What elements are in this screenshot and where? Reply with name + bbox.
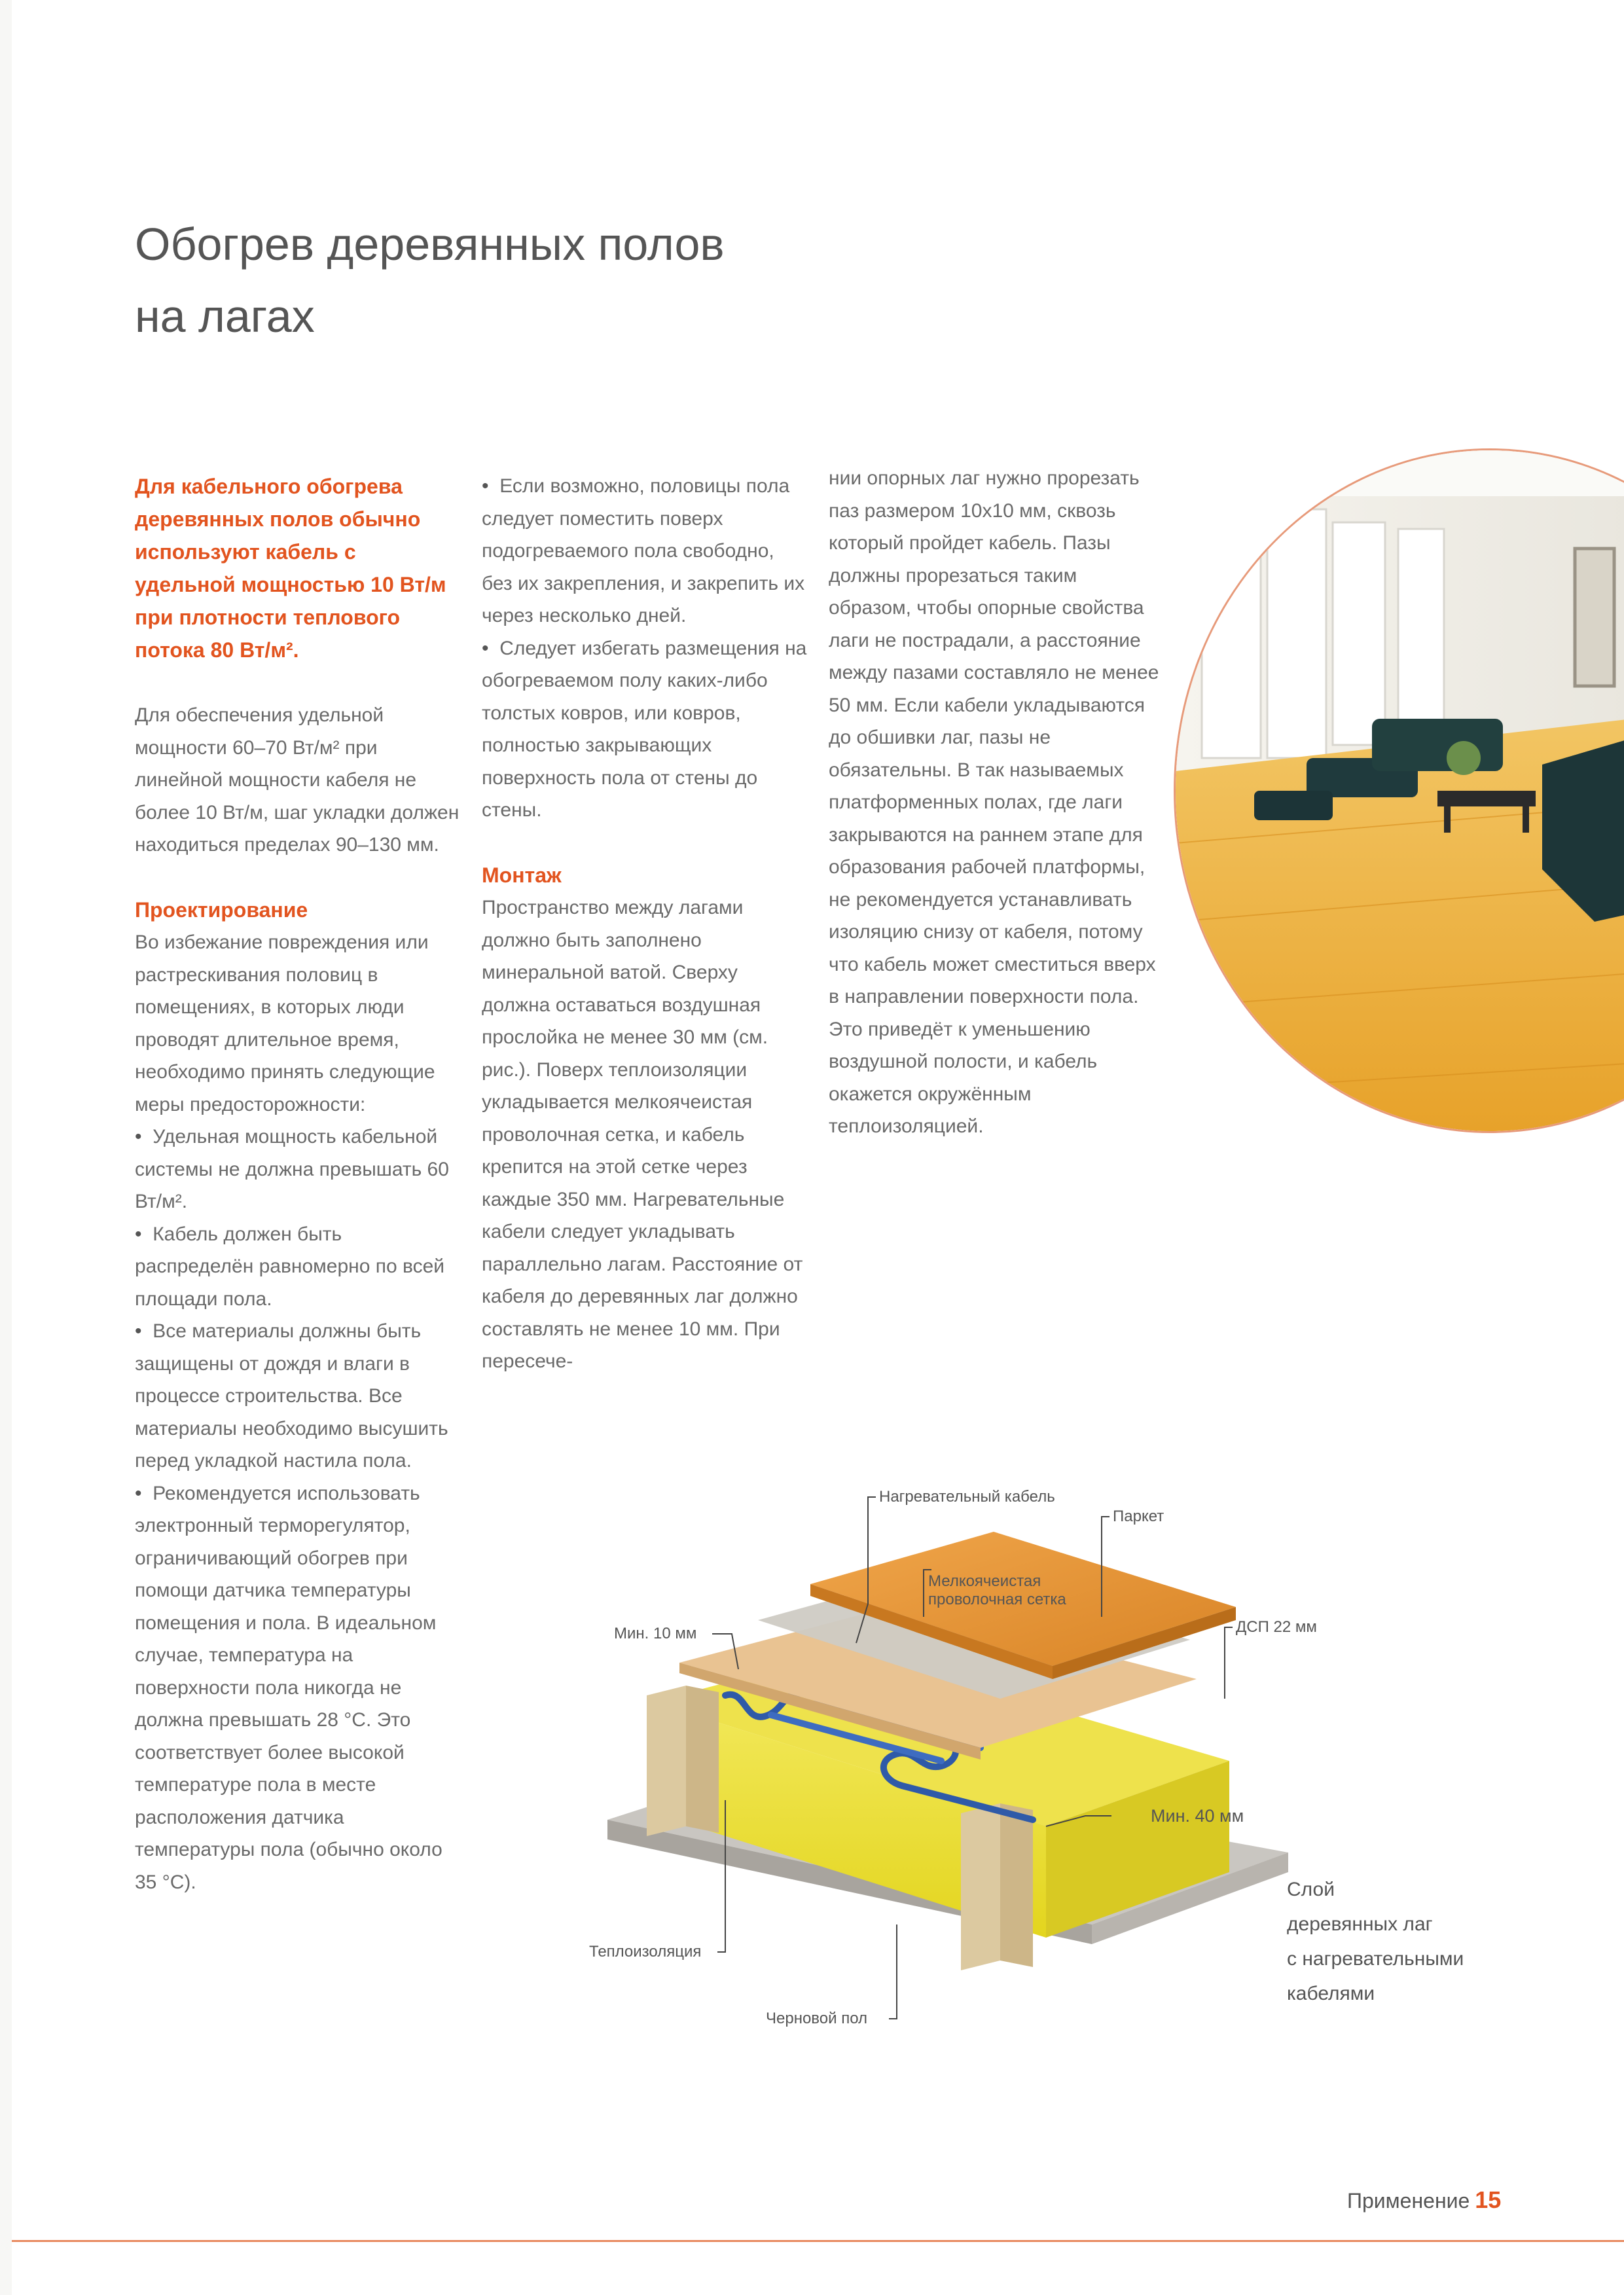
design-paragraph: Во избежание повреждения или растрескивания половиц в помещениях, в которых люди проводят длительное время, необходимо принять следующие меры предосторожности:	[135, 931, 435, 1115]
footer-rule	[12, 2240, 1624, 2242]
montage-heading: Монтаж	[482, 863, 562, 887]
room-photo	[1176, 450, 1624, 1131]
room-illustration	[1176, 450, 1624, 1131]
page-title	[135, 208, 986, 352]
design-heading: Проектирование	[135, 897, 308, 922]
caption-line-1: Слой	[1287, 1879, 1335, 1900]
design-bullet-5: • Если возможно, половицы пола следует поместить поверх подогреваемого пола свободно, без их закрепления, и закрепить их через несколько дней.	[482, 470, 809, 632]
label-insulation: Теплоизоляция	[589, 1943, 702, 1961]
label-mesh-2: проволочная сетка	[928, 1591, 1066, 1608]
design-bullet-2: • Кабель должен быть распределён равномерно по всей площади пола.	[135, 1218, 462, 1316]
design-bullet-1: • Удельная мощность кабельной системы не должна превышать 60 Вт/м².	[135, 1121, 462, 1218]
intro-paragraph: Для обеспечения удельной мощности 60–70 Вт/м² при линейной мощности кабеля не более 10 Вт/м, шаг укладки должен находиться пределах 90–130 мм.	[135, 704, 460, 856]
title-line-2: на лагах	[135, 291, 315, 342]
caption-line-4: кабелями	[1287, 1983, 1375, 2004]
text-column-1	[135, 470, 462, 1898]
label-chipboard: ДСП 22 мм	[1236, 1618, 1317, 1636]
design-bullet-4: • Рекомендуется использовать электронный терморегулятор, ограничивающий обогрев при помощи датчика температуры помещения и пола. В идеальном случае, температура на поверхности пола никогда не должна превышать 28 °С. Это соответствует более высокой температуре пола в месте расположения датчика температуры пола (обычно около 35 °С).	[135, 1477, 462, 1899]
title-line-1: Обогрев деревянных полов	[135, 219, 725, 270]
label-min-10: Мин. 10 мм	[614, 1625, 697, 1642]
design-bullet-6: • Следует избегать размещения на обогреваемом полу каких-либо толстых ковров, или ковров, полностью закрывающих поверхность пола от стены до стены.	[482, 632, 809, 827]
label-mesh-1: Мелкоячеистая	[928, 1572, 1041, 1590]
joist-right	[961, 1803, 1000, 1970]
page-footer	[1347, 2186, 1501, 2214]
caption-line-3: с нагревательными	[1287, 1948, 1464, 1970]
label-subfloor: Черновой пол	[766, 2010, 868, 2027]
text-column-2	[482, 470, 809, 1373]
text-column-3	[829, 462, 1163, 1143]
page-number: 15	[1475, 2186, 1502, 2213]
caption-line-2: деревянных лаг	[1287, 1913, 1433, 1935]
label-heating-cable: Нагревательный кабель	[879, 1488, 1055, 1506]
montage-paragraph-continued: нии опорных лаг нужно прорезать паз размером 10x10 мм, сквозь который пройдет кабель. Пазы должны прорезаться таким образом, чтобы опорные свойства лаги не пострадали, а расстояние между пазами составляло не менее 50 мм. Если кабели укладываются до обшивки лаг, пазы не обязательны. В так называемых платформенных полах, где лаги закрываются на раннем этапе для образования рабочей платформы, не рекомендуется устанавливать изоляцию снизу от кабеля, потому что кабель может сместиться вверх в направлении поверхности пола. Это приведёт к уменьшению воздушной полости, и кабель окажется окружённым теплоизоляцией.	[829, 467, 1159, 1137]
floor-construction-diagram	[575, 1473, 1321, 2062]
design-bullet-3: • Все материалы должны быть защищены от дождя и влаги в процессе строительства. Все материалы необходимо высушить перед укладкой настила пола.	[135, 1315, 462, 1477]
page	[12, 0, 1624, 2295]
montage-paragraph: Пространство между лагами должно быть заполнено минеральной ватой. Сверху должна оставаться воздушная прослойка не менее 30 мм (см. рис.). Поверх теплоизоляции укладывается мелкоячеистая проволочная сетка, и кабель крепится на этой сетке через каждые 350 мм. Нагревательные кабели следует укладывать параллельно лагам. Расстояние от кабеля до деревянных лаг должно составлять не менее 10 мм. При пересече-	[482, 897, 803, 1372]
footer-section: Применение	[1347, 2189, 1470, 2213]
label-min-40: Мин. 40 мм	[1151, 1806, 1244, 1826]
label-parquet: Паркет	[1113, 1508, 1164, 1525]
lead-paragraph: Для кабельного обогрева деревянных полов обычно используют кабель с удельной мощностью 10 Вт/м при плотности теплового потока 80 Вт/м².	[135, 475, 446, 662]
joist-left	[647, 1686, 686, 1836]
diagram-caption	[1287, 1872, 1523, 2011]
layers-illustration	[575, 1473, 1321, 2062]
